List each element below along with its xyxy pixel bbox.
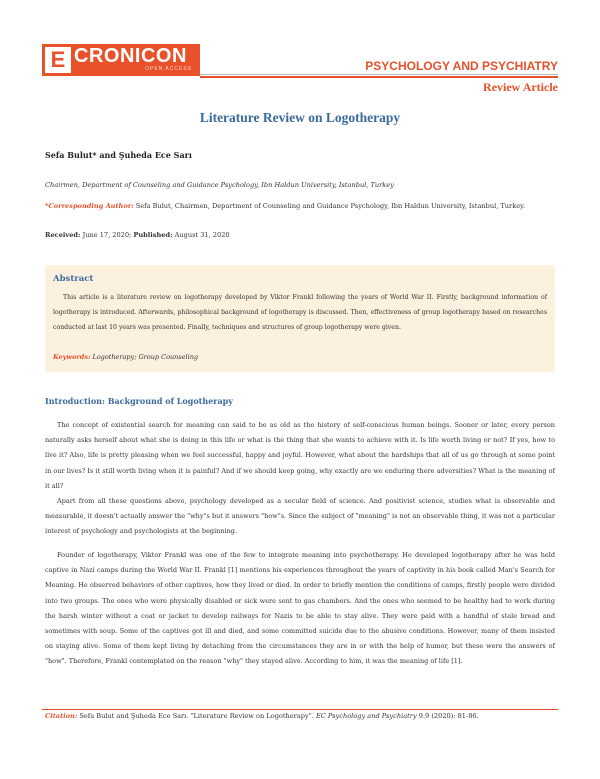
keywords-text: Logotherapy; Group Counseling (90, 353, 199, 361)
ecronicon-logo[interactable] (42, 44, 200, 76)
authors: Sefa Bulut* and Şuheda Ece Sarı (45, 150, 192, 160)
footer-divider (42, 709, 558, 710)
header-divider-gray (200, 74, 558, 75)
paragraph-3: Founder of logotherapy, Viktor Frankl was one of the few to integrate meaning into psychotherapy. He developed logotherapy after he was held captive in Nazi camps during the World War II. Frankl [1] mentions his experiences throughout the years of captivity in his book called Man's Search for Meaning. He observed behaviors of other captives, how they lived or died. In order to briefly mention the conditions of camps, firstly people were divided into two groups. The ones who were physically disabled or sick were sent to gas chambers. And the ones who seemed to be healthy had to work during the harsh winter without a coat or jacket to develop railways for Nazis to be able to stay alive. They were paid with a handful of stale bread and sometimes with soup. Some of the captives got ill and died, and some committed suicide due to the abusive conditions. However, many of them insisted on staying alive. Some of them kept living by detaching from the circumstances they are in or with the help of humor, but these were the answers of "how". Therefore, Frankl contemplated on the reason "why" they stayed alive. According to him, it was the meaning of life [1]. (45, 551, 555, 666)
paragraph-2: Apart from all these questions above, psychology developed as a secular field of science. And positivist science, studies what is observable and measurable, it doesn't actually answer the "why"s but it answers "how"s. Since the subject of "meaning" is not an observable thing, it was not a particular interest of psychology and psychologists at the beginning. (45, 497, 555, 536)
abstract-text: This article is a literature review on logotherapy developed by Viktor Frankl following the years of World War II. Firstly, background information of logotherapy is introduced. Afterwards, philosophical background of logotherapy is discussed. Then, effectiveness of group logotherapy based on researches conducted at last 10 years was presented. Finally, techniques and structures of group logotherapy were given. (53, 294, 547, 331)
affiliation: Chairmen, Department of Counseling and Guidance Psychology, Ibn Haldun University, Istanbul, Turkey (45, 181, 394, 189)
logo-letter: E (50, 47, 66, 72)
published-label: Published: (133, 231, 173, 239)
corresponding-label: *Corresponding Author: (45, 202, 134, 210)
article-type: Review Article (483, 80, 558, 94)
published-date: August 31, 2020 (172, 231, 230, 239)
keywords-label: Keywords: (53, 353, 91, 361)
journal-name: PSYCHOLOGY AND PSYCHIATRY (365, 59, 558, 73)
corresponding-text: Sefa Bulut, Chairmen, Department of Counseling and Guidance Psychology, Ibn Haldun University, Istanbul, Turkey. (133, 202, 526, 210)
abstract-box (45, 265, 555, 372)
received-date: June 17, 2020; (80, 231, 134, 239)
header-divider-orange (200, 76, 558, 78)
citation-label: Citation: (45, 712, 78, 720)
abstract-heading: Abstract (53, 274, 94, 284)
article-title: Literature Review on Logotherapy (199, 110, 401, 125)
citation-text: Sefa Bulut and Şuheda Ece Sarı. "Literature Review on Logotherapy". (77, 712, 316, 720)
keywords (53, 353, 198, 361)
received-label: Received: (45, 231, 81, 239)
dates (45, 231, 230, 239)
logo-name: CRONICON (74, 45, 187, 67)
corresponding-author (45, 200, 555, 213)
section-heading: Introduction: Background of Logotherapy (45, 396, 233, 406)
citation-details: 9.9 (2020): 81-86. (416, 712, 479, 720)
paragraph-1: The concept of existential search for meaning can said to be as old as the history of self-conscious human beings. Sooner or later, every person naturally asks herself about what she is doing in this life or what is the thing that she wants to achieve with it. Is life worth living or not? If yes, how to live it? Also, life is pretty pleasing when we feel successful, happy and joyful. However, what about the hardships that all of us go through at some point in our lives? Is it still worth living when it is painful? And if we should keep going, why exactly are we enduring there adversities? What is the meaning of it all? (45, 421, 555, 490)
citation-journal: EC Psychology and Psychiatry (315, 712, 417, 720)
logo-tagline: OPEN ACCESS (145, 66, 192, 72)
citation (45, 712, 560, 720)
